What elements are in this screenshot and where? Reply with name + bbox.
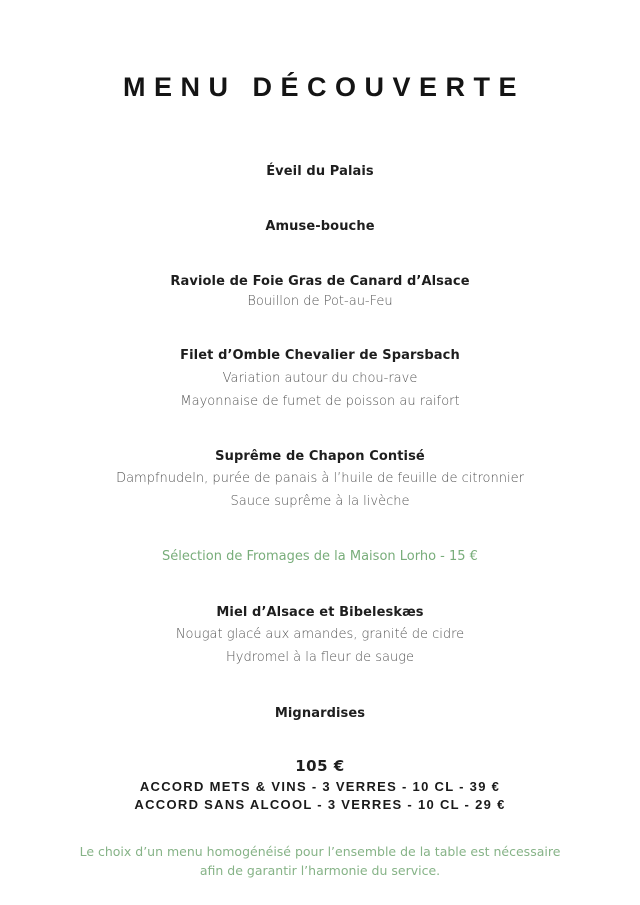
table-note: Le choix d’un menu homogénéisé pour l’ensemble de la table est nécessaire xyxy=(79,844,561,859)
cheese-option: Sélection de Fromages de la Maison Lorho - 15 € xyxy=(162,549,478,564)
course-eveil-du-palais: Éveil du Palais xyxy=(266,164,374,179)
course-detail: Dampfnudeln, purée de panais à l’huile de feuille de citronnier xyxy=(116,471,524,486)
course-mignardises: Mignardises xyxy=(274,706,366,721)
menu-price: 105 € xyxy=(295,757,345,775)
course-detail: Bouillon de Pot-au-Feu xyxy=(247,294,393,309)
course-miel-alsace: Miel d’Alsace et Bibeleskæs xyxy=(216,605,424,620)
course-raviole-foie-gras: Raviole de Foie Gras de Canard d’Alsace xyxy=(170,274,470,289)
pairing-wine: ACCORD METS & VINS - 3 VERRES - 10 CL - 39 € xyxy=(139,779,501,794)
course-detail: Mayonnaise de fumet de poisson au raifort xyxy=(180,394,460,409)
menu-title: MENU DÉCOUVERTE xyxy=(122,72,526,102)
course-supreme-chapon: Suprême de Chapon Contisé xyxy=(215,449,425,464)
course-amuse-bouche: Amuse-bouche xyxy=(265,219,375,234)
course-filet-omble: Filet d’Omble Chevalier de Sparsbach xyxy=(180,348,460,363)
course-detail: Hydromel à la fleur de sauge xyxy=(225,650,414,665)
course-detail: Variation autour du chou-rave xyxy=(222,371,418,386)
table-note: afin de garantir l’harmonie du service. xyxy=(199,863,441,878)
pairing-non-alcoholic: ACCORD SANS ALCOOL - 3 VERRES - 10 CL - 29 € xyxy=(134,797,506,812)
course-detail: Nougat glacé aux amandes, granité de cidre xyxy=(175,627,465,642)
course-detail: Sauce suprême à la livèche xyxy=(230,494,410,509)
